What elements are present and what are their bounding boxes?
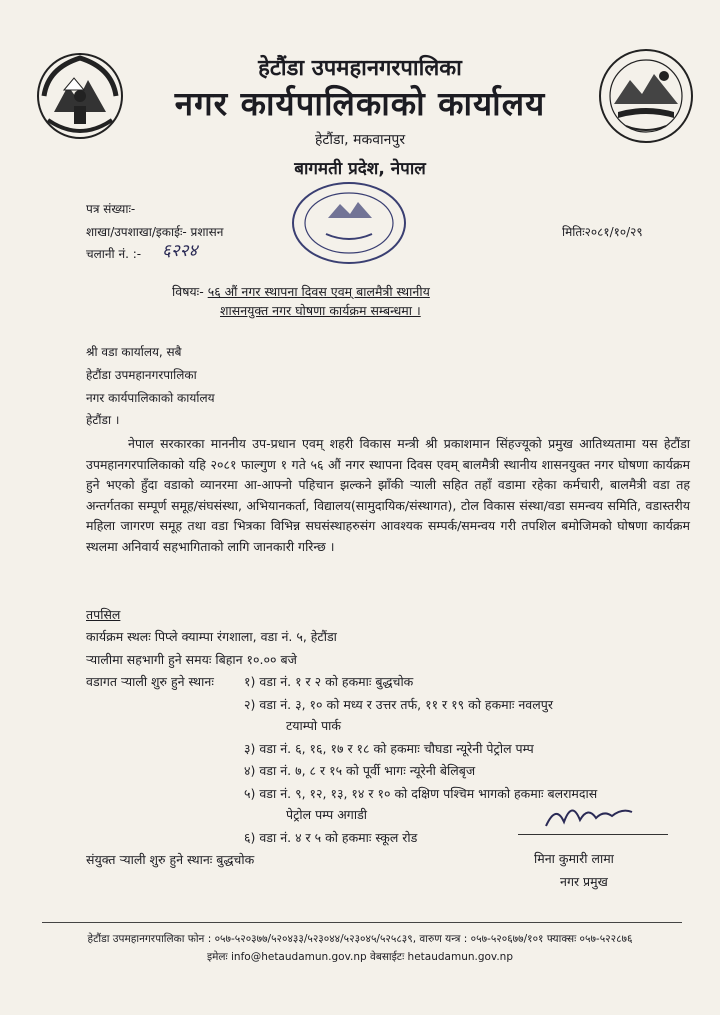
office-address: हेटौंडा, मकवानपुर bbox=[314, 132, 406, 148]
letter-number: पत्र संख्याः- bbox=[86, 202, 136, 216]
list-item: ६) वडा नं. ४ र ५ को हकमाः स्कूल रोड bbox=[244, 830, 418, 845]
venue-line: कार्यक्रम स्थलः पिप्ले क्याम्पा रंगशाला, वडा नं. ५, हेटौंडा bbox=[86, 629, 337, 644]
joint-rally-line: संयुक्त र्‍याली शुरु हुने स्थानः बुद्धचोक bbox=[86, 852, 255, 867]
signatory-name: मिना कुमारी लामा bbox=[534, 851, 614, 866]
list-item: टयाम्पो पार्क bbox=[286, 718, 342, 733]
recipient-line-2: हेटौंडा उपमहानगरपालिका bbox=[86, 368, 197, 382]
letter-date: मितिः२०८१/१०/२९ bbox=[562, 225, 643, 239]
body-paragraph: नेपाल सरकारका माननीय उप-प्रधान एवम् शहरी विकास मन्त्री श्री प्रकाशमान सिंहज्यूको प्रमुख आतिथ्यतामा यस हेटौंडा उपमहानगरपालिकाको यहि २०८१ फाल्गुण १ गते ५६ औं नगर स्थापना दिवस एवम् बालमैत्री स्थानीय शासनयुक्त नगर घोषणा कार्यक्रम हुने भएको हुँदा वडाको व्यानरमा आ-आफ्नो पहिचान झल्कने झाँकी र्‍याली सहित तहाँ वडामा रहेका कर्मचारी, बालमैत्री वडा तह अन्तर्गतका सम्पूर्ण समूह/संघसंस्था, अभियानकर्ता, विद्यालय(सामुदायिक/संस्थागत), टोल विकास संस्था/वडा समन्वय समिति, वडास्तरीय महिला जागरण समूह तथा वडा भित्रका विभिन्न सघसंस्थाहरुसंग आवश्यक सम्पर्क/समन्वय गरी तपशिल बमोजिमको घोषणा कार्यक्रम स्थलमा अनिवार्य सहभागिताको लागि जानकारी गरिन्छ । bbox=[86, 436, 690, 554]
recipient-line-1: श्री वडा कार्यालय, सबै bbox=[86, 345, 182, 359]
start-label: वडागत र्‍याली शुरु हुने स्थानः bbox=[86, 674, 214, 689]
details-heading: तपसिल bbox=[86, 607, 121, 622]
org-name: हेटौंडा उपमहानगरपालिका bbox=[258, 56, 462, 81]
signature-line bbox=[518, 834, 668, 835]
recipient-line-3: नगर कार्यपालिकाको कार्यालय bbox=[86, 391, 215, 405]
subject-label: विषयः- bbox=[172, 284, 204, 299]
subject-line-1 bbox=[172, 283, 430, 300]
branch-line: शाखा/उपशाखा/इकाईः- प्रशासन bbox=[86, 225, 224, 239]
dispatch-number: ६२२४ bbox=[162, 241, 198, 261]
list-item: ४) वडा नं. ७, ८ र १५ को पूर्वी भागः न्यूरेनी बेलिबृज bbox=[244, 763, 476, 778]
footer-web: इमेलः info@hetaudamun.gov.np वेबसाईटः hetaudamun.gov.np bbox=[207, 951, 513, 963]
signature-icon bbox=[538, 796, 638, 836]
recipient-line-4: हेटौंडा । bbox=[86, 413, 120, 427]
footer-contact: हेटौंडा उपमहानगरपालिका फोन : ०५७-५२०३७७/५२०४३३/५२३०४४/५२३०४५/५२५८३९, वारुण यन्त्र : ०५७-५२०६७७/१०१ फ्याक्सः ०५७-५२२८७६ bbox=[87, 933, 633, 945]
subject-text-1: ५६ औं नगर स्थापना दिवस एवम् बालमैत्री स्थानीय bbox=[207, 284, 430, 299]
list-item: ३) वडा नं. ६, १६, १७ र १८ को हकमाः चौघडा न्यूरेनी पेट्रोल पम्प bbox=[244, 741, 534, 756]
subject-text-2: शासनयुक्त नगर घोषणा कार्यक्रम सम्बन्धमा । bbox=[220, 303, 421, 318]
list-item: २) वडा नं. ३, १० को मध्य र उत्तर तर्फ, ११ र १९ को हकमाः नवलपुर bbox=[244, 697, 553, 712]
time-line: र्‍यालीमा सहभागी हुने समयः बिहान १०.०० बजे bbox=[86, 652, 297, 667]
list-item: पेट्रोल पम्प अगाडी bbox=[286, 807, 367, 822]
list-item: ५) वडा नं. ९, १२, १३, १४ र १० को दक्षिण पश्चिम भागको हकमाः बलरामदास bbox=[244, 786, 598, 801]
dispatch-label: चलानी नं. :- bbox=[86, 247, 142, 261]
footer-divider bbox=[42, 922, 682, 923]
province-line: बागमती प्रदेश, नेपाल bbox=[294, 159, 426, 179]
signatory-title: नगर प्रमुख bbox=[560, 874, 608, 889]
subject-line-2 bbox=[220, 302, 421, 319]
list-item: १) वडा नं. १ र २ को हकमाः बुद्धचोक bbox=[244, 674, 414, 689]
office-stamp-icon bbox=[288, 178, 410, 268]
office-title: नगर कार्यपालिकाको कार्यालय bbox=[174, 84, 546, 123]
